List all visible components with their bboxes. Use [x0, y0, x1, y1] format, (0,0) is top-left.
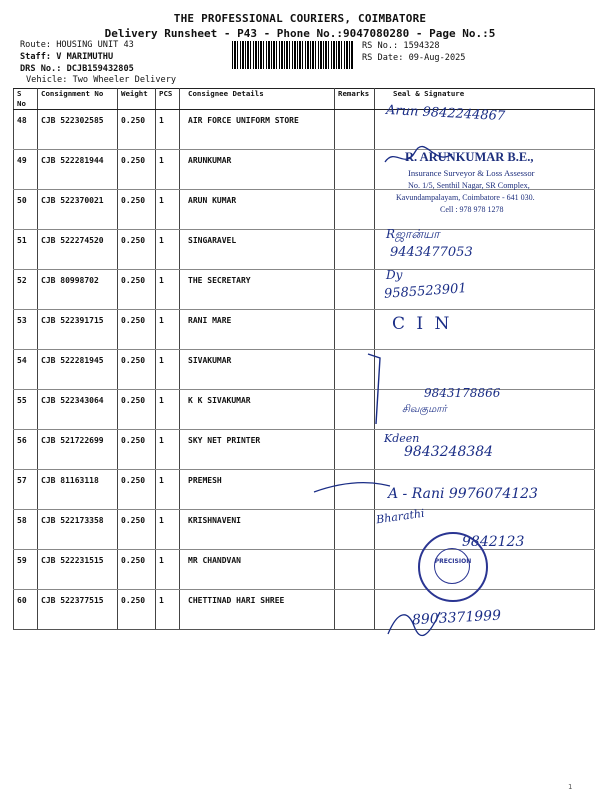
sno-cell: 53 [14, 310, 38, 350]
sno-cell: 57 [14, 470, 38, 510]
consignment-cell: CJB 522281944 [38, 150, 118, 190]
table-row [14, 430, 595, 470]
signature-row-57: A - Rani 9976074123 [388, 486, 538, 502]
remarks-cell [335, 110, 375, 150]
remarks-cell [335, 430, 375, 470]
signature-row-52-name: Dy [386, 268, 403, 282]
consignee-cell: ARUN KUMAR [180, 190, 335, 230]
signature-row-56-phone: 9843248384 [404, 444, 494, 460]
sno-cell: 49 [14, 150, 38, 190]
pcs-cell: 1 [156, 110, 180, 150]
signature-scribble-row-49 [380, 142, 460, 172]
seal-text: PRECISION [434, 558, 472, 565]
weight-cell: 0.250 [118, 510, 156, 550]
pcs-cell: 1 [156, 550, 180, 590]
table-row [14, 350, 595, 390]
remarks-cell [335, 510, 375, 550]
sno-cell: 55 [14, 390, 38, 430]
vehicle-field: Vehicle: Two Wheeler Delivery [26, 75, 177, 85]
sno-cell: 54 [14, 350, 38, 390]
consignee-cell: AIR FORCE UNIFORM STORE [180, 110, 335, 150]
signature-stroke-row-54 [362, 350, 392, 430]
signature-arrow-row-57 [312, 478, 392, 498]
signature-row-51-name: Rஜான்யா [386, 227, 440, 241]
consignment-cell: CJB 522302585 [38, 110, 118, 150]
consignment-cell: CJB 522173358 [38, 510, 118, 550]
document-title: THE PROFESSIONAL COURIERS, COIMBATORE [173, 12, 427, 25]
column-header-consignment: Consignment No [38, 89, 118, 110]
consignee-cell: SKY NET PRINTER [180, 430, 335, 470]
pcs-cell: 1 [156, 310, 180, 350]
remarks-cell [335, 550, 375, 590]
remarks-cell [335, 270, 375, 310]
column-header-weight: Weight [118, 89, 156, 110]
consignment-cell: CJB 522377515 [38, 590, 118, 630]
consignment-cell: CJB 522274520 [38, 230, 118, 270]
rs-date-field: RS Date: 09-Aug-2025 [362, 53, 466, 63]
signature-row-59: 9842123 [462, 534, 525, 550]
column-header-pcs: PCS [156, 89, 180, 110]
pcs-cell: 1 [156, 230, 180, 270]
weight-cell: 0.250 [118, 310, 156, 350]
consignment-cell: CJB 80998702 [38, 270, 118, 310]
signature-row-53: C I N [392, 314, 453, 334]
consignee-cell: SIVAKUMAR [180, 350, 335, 390]
remarks-cell [335, 150, 375, 190]
table-row [14, 270, 595, 310]
stamp-line-2: No. 1/5, Senthil Nagar, SR Complex, [408, 181, 530, 190]
signature-cell [375, 350, 595, 390]
pcs-cell: 1 [156, 190, 180, 230]
remarks-cell [335, 230, 375, 270]
sno-cell: 52 [14, 270, 38, 310]
signature-row-51-phone: 9443477053 [390, 245, 473, 260]
pcs-cell: 1 [156, 590, 180, 630]
pcs-cell: 1 [156, 470, 180, 510]
weight-cell: 0.250 [118, 190, 156, 230]
table-row [14, 110, 595, 150]
weight-cell: 0.250 [118, 150, 156, 190]
sno-cell: 60 [14, 590, 38, 630]
consignee-cell: K K SIVAKUMAR [180, 390, 335, 430]
consignee-cell: CHETTINAD HARI SHREE [180, 590, 335, 630]
pcs-cell: 1 [156, 430, 180, 470]
stamp-line-4: Cell : 978 978 1278 [440, 205, 504, 214]
table-row [14, 230, 595, 270]
page-number: 1 [568, 783, 573, 791]
route-field: Route: HOUSING UNIT 43 [20, 40, 134, 50]
pcs-cell: 1 [156, 510, 180, 550]
table-header-row [14, 89, 595, 110]
remarks-cell [335, 590, 375, 630]
column-header-sno: S No [14, 89, 38, 110]
pcs-cell: 1 [156, 270, 180, 310]
weight-cell: 0.250 [118, 350, 156, 390]
weight-cell: 0.250 [118, 550, 156, 590]
sno-cell: 51 [14, 230, 38, 270]
pcs-cell: 1 [156, 150, 180, 190]
consignment-cell: CJB 522343064 [38, 390, 118, 430]
sno-cell: 59 [14, 550, 38, 590]
stamp-line-1: Insurance Surveyor & Loss Assessor [408, 168, 535, 178]
table-row [14, 590, 595, 630]
stamp-name: R. ARUNKUMAR B.E., [405, 150, 534, 164]
pcs-cell: 1 [156, 350, 180, 390]
signature-row-60: 8903371999 [411, 607, 502, 629]
consignee-cell: SINGARAVEL [180, 230, 335, 270]
sno-cell: 58 [14, 510, 38, 550]
pcs-cell: 1 [156, 390, 180, 430]
consignee-cell: PREMESH [180, 470, 335, 510]
weight-cell: 0.250 [118, 430, 156, 470]
consignment-cell: CJB 522370021 [38, 190, 118, 230]
table-row [14, 550, 595, 590]
weight-cell: 0.250 [118, 470, 156, 510]
table-row [14, 310, 595, 350]
staff-field: Staff: V MARIMUTHU [20, 52, 114, 62]
sno-cell: 50 [14, 190, 38, 230]
company-seal-stamp [418, 532, 488, 602]
column-header-consignee: Consignee Details [180, 89, 335, 110]
consignment-cell: CJB 522231515 [38, 550, 118, 590]
sno-cell: 56 [14, 430, 38, 470]
consignee-cell: MR CHANDVAN [180, 550, 335, 590]
consignee-cell: ARUNKUMAR [180, 150, 335, 190]
weight-cell: 0.250 [118, 590, 156, 630]
weight-cell: 0.250 [118, 110, 156, 150]
consignment-cell: CJB 81163118 [38, 470, 118, 510]
drs-number-field: DRS No.: DCJB159432805 [20, 64, 134, 74]
barcode-image [232, 41, 354, 69]
seal-inner-ring [434, 548, 470, 584]
rs-number-field: RS No.: 1594328 [362, 41, 440, 51]
consignment-cell: CJB 521722699 [38, 430, 118, 470]
signature-row-55-name: சிவகுமார் [402, 404, 447, 415]
remarks-cell [335, 310, 375, 350]
signature-row-52-phone: 9585523901 [383, 281, 468, 302]
column-header-remarks: Remarks [335, 89, 375, 110]
consignee-cell: RANI MARE [180, 310, 335, 350]
consignment-cell: CJB 522391715 [38, 310, 118, 350]
signature-row-55-phone: 9843178866 [424, 386, 501, 400]
signature-row-56-name: Kdeen [384, 432, 420, 445]
remarks-cell [335, 190, 375, 230]
weight-cell: 0.250 [118, 390, 156, 430]
stamp-line-3: Kavundampalayam, Coimbatore - 641 030. [396, 193, 535, 202]
column-header-seal-signature: Seal & Signature [375, 89, 595, 110]
consignee-cell: THE SECRETARY [180, 270, 335, 310]
signature-row-58: Bharathi [375, 506, 426, 527]
weight-cell: 0.250 [118, 230, 156, 270]
runsheet-subtitle: Delivery Runsheet - P43 - Phone No.:9047080280 - Page No.:5 [104, 27, 496, 40]
sno-cell: 48 [14, 110, 38, 150]
consignment-cell: CJB 522281945 [38, 350, 118, 390]
table-row [14, 390, 595, 430]
signature-row-48: Arun 9842244867 [385, 102, 506, 125]
weight-cell: 0.250 [118, 270, 156, 310]
consignee-cell: KRISHNAVENI [180, 510, 335, 550]
